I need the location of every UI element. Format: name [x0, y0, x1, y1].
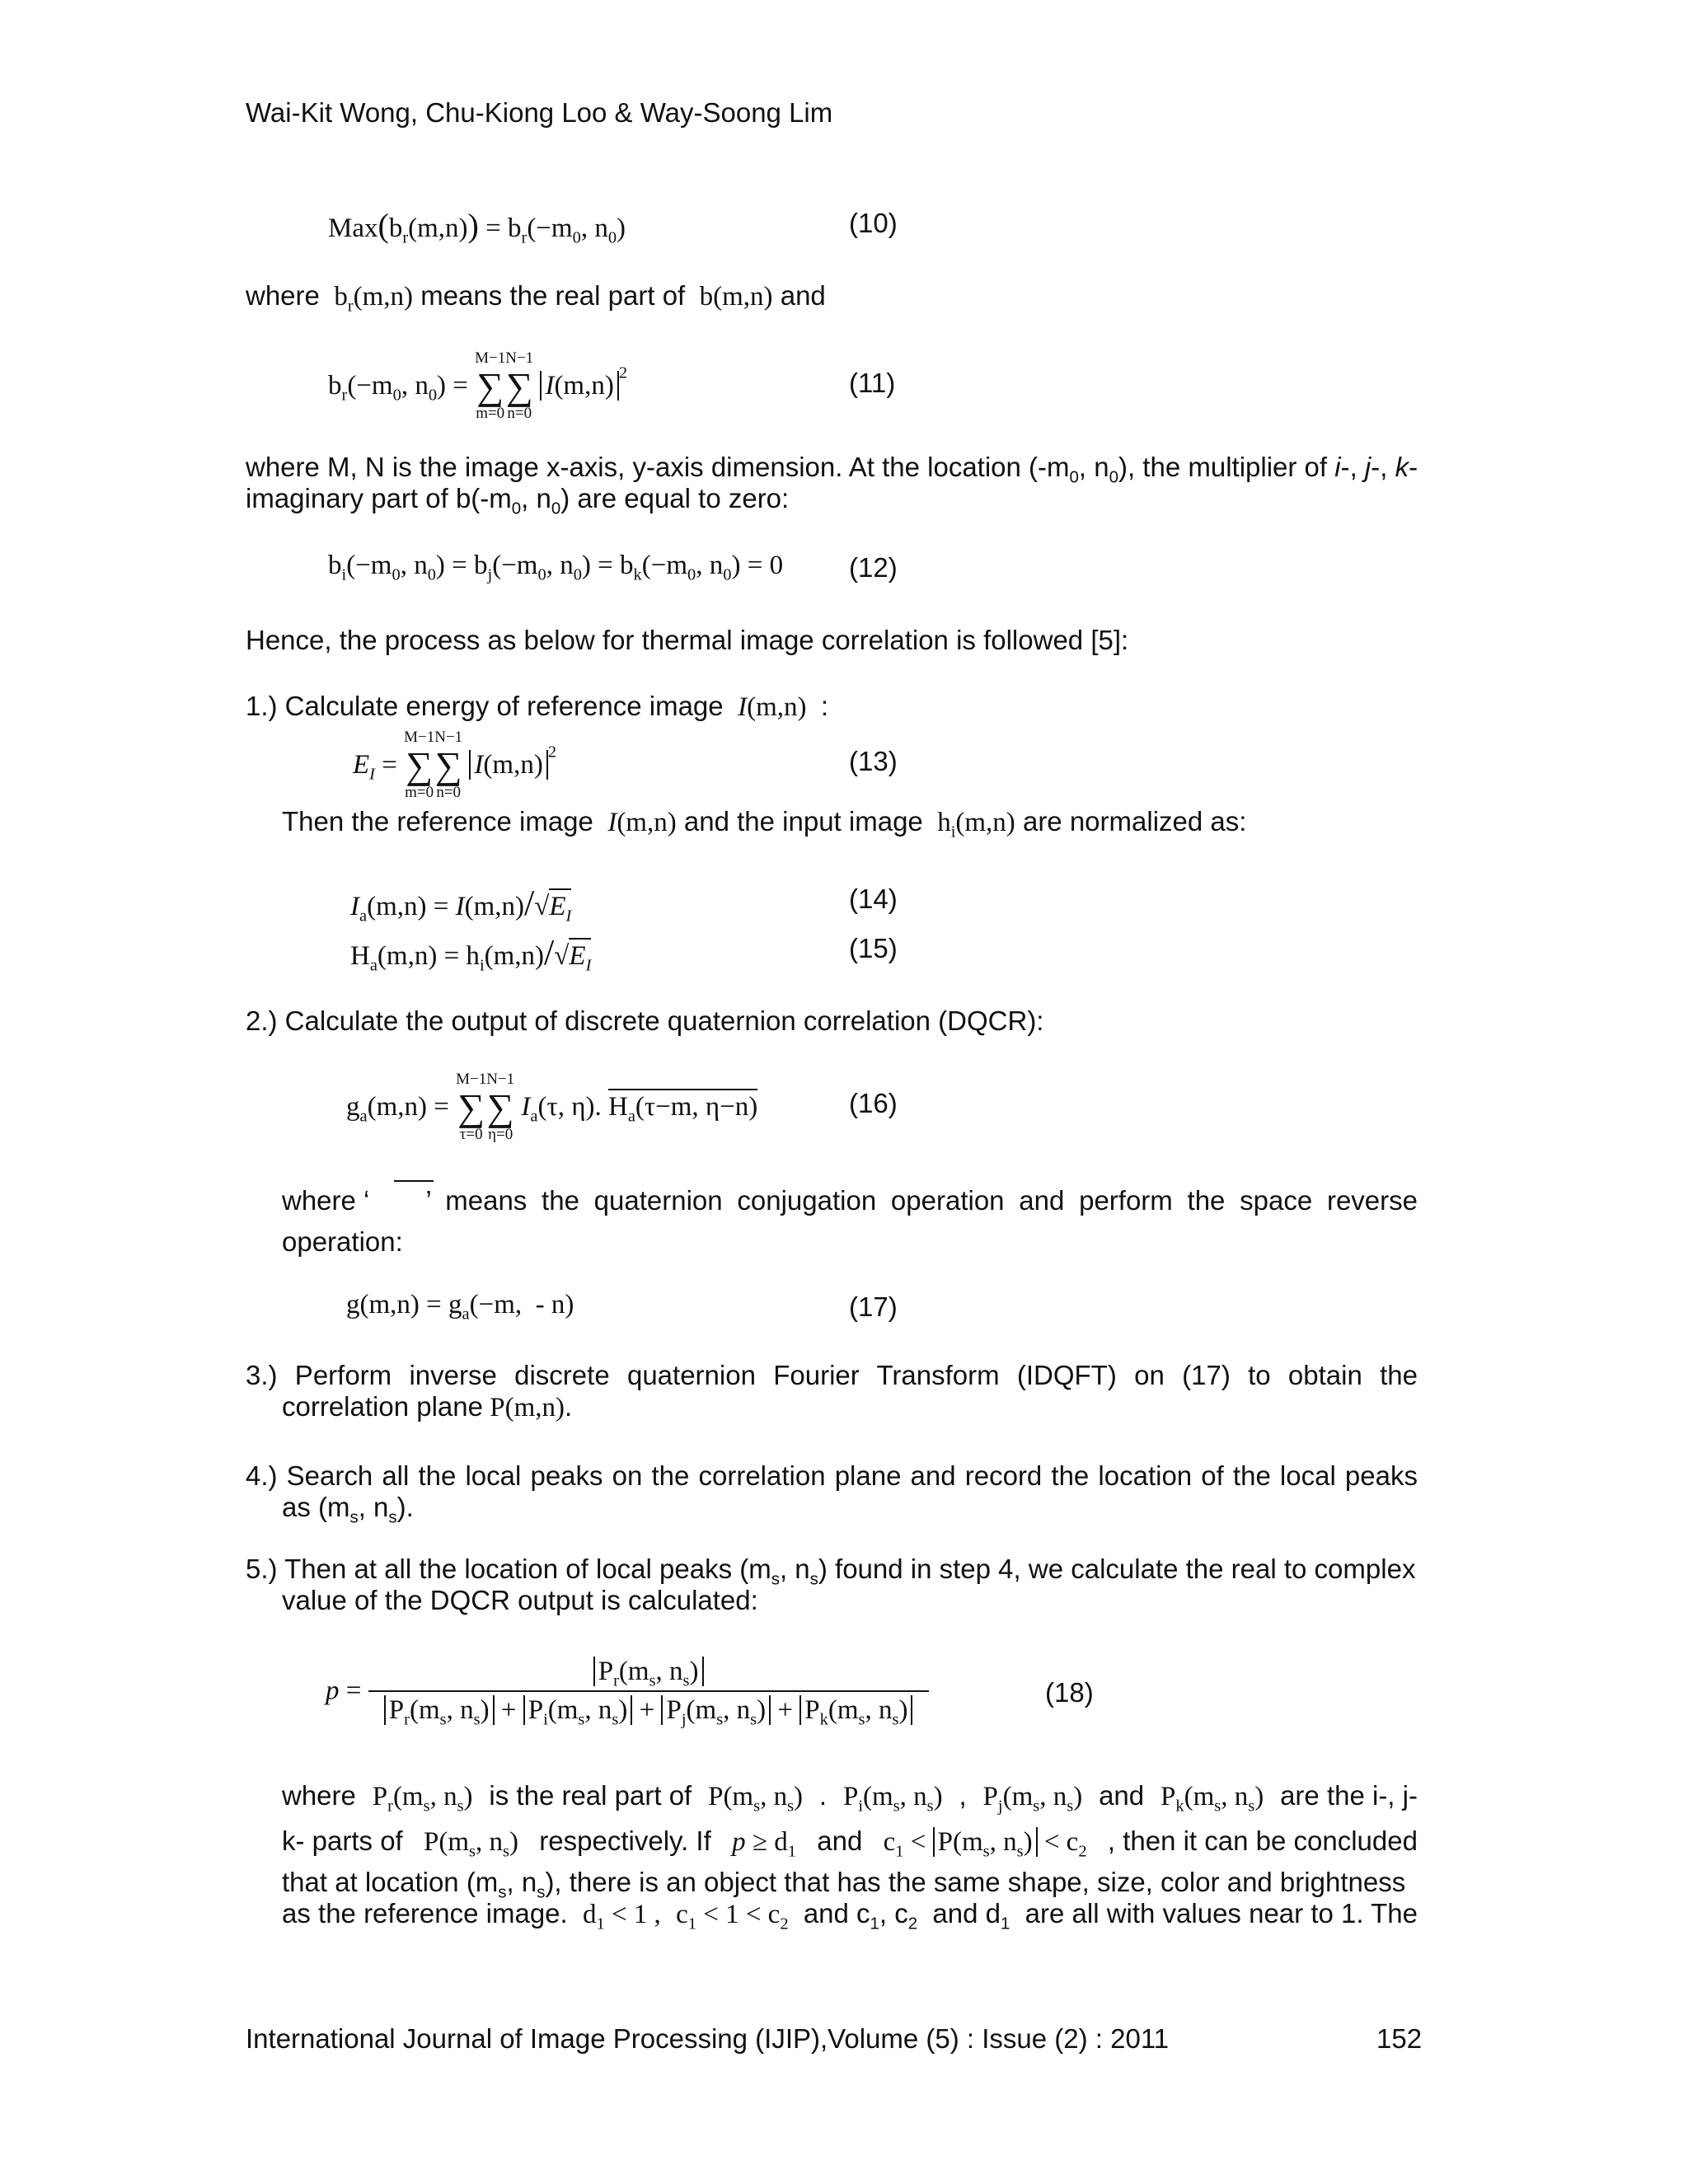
footer-journal: International Journal of Image Processing (IJIP),Volume (5) : Issue (2) : 2011	[246, 2023, 1170, 2054]
running-header: Wai-Kit Wong, Chu-Kiong Loo & Way-Soong Lim	[246, 97, 833, 128]
text-segment: -,	[1371, 452, 1395, 482]
equation-13: $E_I$ = M−1 ∑ m=0 N−1 ∑ n=0 I(m,n) $^2$	[353, 729, 557, 801]
math-P: P(m,n)	[483, 1393, 565, 1423]
subscript: 1	[870, 1914, 879, 1933]
equation-number-15: (15)	[849, 933, 898, 963]
text-segment: ), there is an object that has the same shape, size, color and brightness	[545, 1866, 1406, 1897]
text-and: and	[780, 280, 826, 311]
equation-14: $I_a(m,n) = I(m,n)/√E_I$	[350, 883, 572, 926]
text-segment: 5.) Then at all the location of local peaks (m	[246, 1554, 771, 1584]
subscript: 2	[907, 1914, 918, 1933]
text-segment: and the input image	[683, 806, 923, 837]
equation-17: $g(m,n) = g_a(-m$, - n)	[346, 1290, 574, 1324]
math-P: $P(m_s$, $n_s$)	[708, 1782, 804, 1816]
math-br: $b_r(m,n)$	[327, 282, 414, 316]
text-segment: ’ means the quaternion conjugation operation and perform the space reverse	[425, 1185, 1418, 1216]
text-segment: , n	[779, 1554, 810, 1584]
text-segment: as (m	[282, 1492, 350, 1523]
text-segment: and c	[803, 1897, 870, 1929]
equation-12: $b_i(-m_0$, $n_0) = b_j(-m_0$, $n_0) = b_k(-m_0$, $n_0) = 0$	[328, 551, 784, 584]
paragraph-conjugation-line2: operation:	[282, 1226, 403, 1258]
text-means-real-part: means the real part of	[420, 280, 686, 311]
footer-page-number: 152	[1376, 2023, 1423, 2054]
text-segment: k- parts of	[282, 1825, 403, 1857]
subscript: 0	[1109, 467, 1118, 487]
math-Pj: $P_j(m_s$, $n_s$)	[982, 1782, 1083, 1816]
step-5-line1	[246, 1554, 1418, 1589]
text-italic-k: k	[1395, 452, 1409, 482]
text-segment: and	[817, 1825, 863, 1857]
subscript: 0	[511, 499, 522, 518]
subscript: s	[349, 1507, 359, 1527]
text-segment: are normalized as:	[1022, 806, 1247, 837]
text-segment: .	[565, 1391, 573, 1422]
math-I: I(m,n)	[738, 692, 814, 722]
step-1-colon: :	[820, 691, 829, 721]
equation-number-13: (13)	[849, 746, 898, 776]
paragraph-where-pr-line2	[282, 1825, 1418, 1861]
text-segment: respectively. If	[539, 1825, 711, 1857]
text-segment: ), the multiplier of	[1118, 452, 1335, 482]
math-c1-lt-1-lt-c2: $c_1 < 1 < c_2$	[676, 1899, 789, 1933]
text-segment: , n	[521, 483, 551, 514]
step-1-text: 1.) Calculate energy of reference image	[246, 691, 724, 721]
paragraph-then	[282, 806, 1247, 841]
equation-15: $H_a(m,n) = h_i(m,n)/√E_I$	[350, 932, 592, 975]
text-segment: , then it can be concluded	[1107, 1825, 1418, 1857]
paragraph-where-pr	[282, 1780, 1418, 1933]
math-b: b(m,n)	[692, 282, 773, 312]
paragraph-where-mn	[246, 452, 1418, 518]
text-segment: ,	[959, 1780, 967, 1811]
step-4-line2	[246, 1492, 1418, 1527]
text-segment: ) found in step 4, we calculate the real to complex	[818, 1554, 1416, 1584]
text-segment: and d	[932, 1897, 1001, 1929]
paragraph-where-mn-line2	[246, 483, 1416, 518]
subscript: s	[388, 1507, 397, 1527]
equation-11: $b_r(-m_0$, $n_0$) = M−1 ∑ m=0 N−1 ∑ n=0 I(m,n) $^2$	[328, 349, 628, 422]
paragraph-conjugation-line1	[282, 1185, 1418, 1216]
math-Pi: $P_i(m_s$, $n_s$)	[842, 1782, 943, 1816]
subscript: s	[537, 1882, 546, 1902]
step-5	[246, 1554, 1418, 1617]
text-where: where	[246, 280, 320, 311]
equation-number-18: (18)	[1045, 1677, 1094, 1708]
equation-number-12: (12)	[849, 552, 898, 583]
equation-number-10: (10)	[849, 208, 898, 238]
math-P: $P(m_s$, $n_s$)	[424, 1827, 518, 1861]
step-2: 2.) Calculate the output of discrete quaternion correlation (DQCR):	[246, 1005, 1044, 1036]
step-5-line2: value of the DQCR output is calculated:	[282, 1585, 758, 1616]
text-italic-i: i	[1334, 452, 1341, 482]
math-c1-c2: $c_1 < P(m_s$, $n_s) < c_2$	[883, 1827, 1087, 1861]
math-p-ge-d1: $p \ge d_1$	[732, 1827, 796, 1861]
text-segment: .	[818, 1780, 828, 1811]
equation-10: $Max(b_r(m,n)) = b_r(-m_0$, $n_0$)	[328, 207, 626, 247]
text-segment: -	[1409, 452, 1418, 482]
subscript: 0	[1069, 467, 1079, 487]
paragraph-where-br	[246, 280, 826, 316]
conjugation-bar-symbol	[394, 1180, 434, 1182]
paragraph-where-pr-line3	[282, 1866, 1418, 1902]
text-segment: that at location (m	[282, 1866, 499, 1897]
text-segment: , c	[879, 1897, 908, 1929]
step-4	[246, 1460, 1418, 1527]
subscript: 0	[551, 499, 561, 518]
math-d1-lt-1: $d_1 < 1$ ,	[582, 1899, 661, 1933]
step-3	[246, 1360, 1418, 1424]
subscript: s	[809, 1569, 818, 1589]
step-3-line1: 3.) Perform inverse discrete quaternion Fourier Transform (IDQFT) on (17) to obtain the	[246, 1360, 1418, 1390]
text-segment: ) are equal to zero:	[560, 483, 790, 514]
subscript: s	[498, 1882, 507, 1902]
equation-16: $g_a(m,n)$ = M−1 ∑ τ=0 N−1 ∑ η=0 $I_a(\tau$, η). $H_a(\tau-m$, η−n)	[346, 1071, 758, 1143]
text-segment: are all with values near to 1. The	[1025, 1897, 1418, 1929]
equation-number-16: (16)	[849, 1088, 898, 1118]
equation-18: p = $\frac{P_r(m_s, n_s)}{P_r(m_s, n_s) + P_i(m_s, n_s) + P_j(m_s, n_s) + P_k(m_s, n_s)}$	[326, 1657, 929, 1726]
text-segment: are the i-, j-	[1280, 1780, 1418, 1811]
text-segment: and	[1099, 1780, 1145, 1811]
paragraph-where-pr-line1	[282, 1780, 1418, 1816]
subscript: 1	[1001, 1914, 1010, 1933]
text-segment: -,	[1340, 452, 1365, 482]
paragraph-where-mn-line1	[246, 452, 1418, 487]
step-3-line2	[246, 1391, 1418, 1423]
step-4-line1: 4.) Search all the local peaks on the correlation plane and record the location of the local peaks	[246, 1460, 1418, 1491]
text-segment: where ‘	[282, 1185, 370, 1216]
text-segment: ).	[396, 1492, 414, 1523]
text-segment: , n	[358, 1492, 389, 1523]
text-segment: imaginary part of b(-m	[246, 483, 512, 514]
math-I: I(m,n)	[607, 808, 677, 837]
text-segment: as the reference image.	[282, 1897, 568, 1929]
equation-number-11: (11)	[849, 368, 896, 398]
math-hi: $h_i(m,n)$	[930, 808, 1015, 841]
text-segment: , n	[1078, 452, 1109, 482]
text-segment: , n	[506, 1866, 537, 1897]
text-italic-j: j	[1364, 452, 1372, 482]
math-Pr: $P_r(m_s$, $n_s$)	[372, 1782, 473, 1816]
subscript: s	[771, 1569, 780, 1589]
step-1	[246, 691, 828, 723]
equation-number-17: (17)	[849, 1291, 898, 1322]
paragraph-where-pr-line4	[282, 1897, 1418, 1933]
text-segment: Then the reference image	[282, 806, 593, 837]
math-Pk: $P_k(m_s$, $n_s$)	[1160, 1782, 1264, 1816]
paragraph-hence: Hence, the process as below for thermal image correlation is followed [5]:	[246, 625, 1129, 655]
equation-number-14: (14)	[849, 883, 898, 914]
paragraph-conjugation	[282, 1185, 1418, 1258]
text-segment: where	[282, 1780, 356, 1811]
text-segment: is the real part of	[489, 1780, 692, 1811]
text-segment: correlation plane	[282, 1391, 483, 1422]
text-segment: where M, N is the image x-axis, y-axis dimension. At the location (-m	[246, 452, 1070, 482]
